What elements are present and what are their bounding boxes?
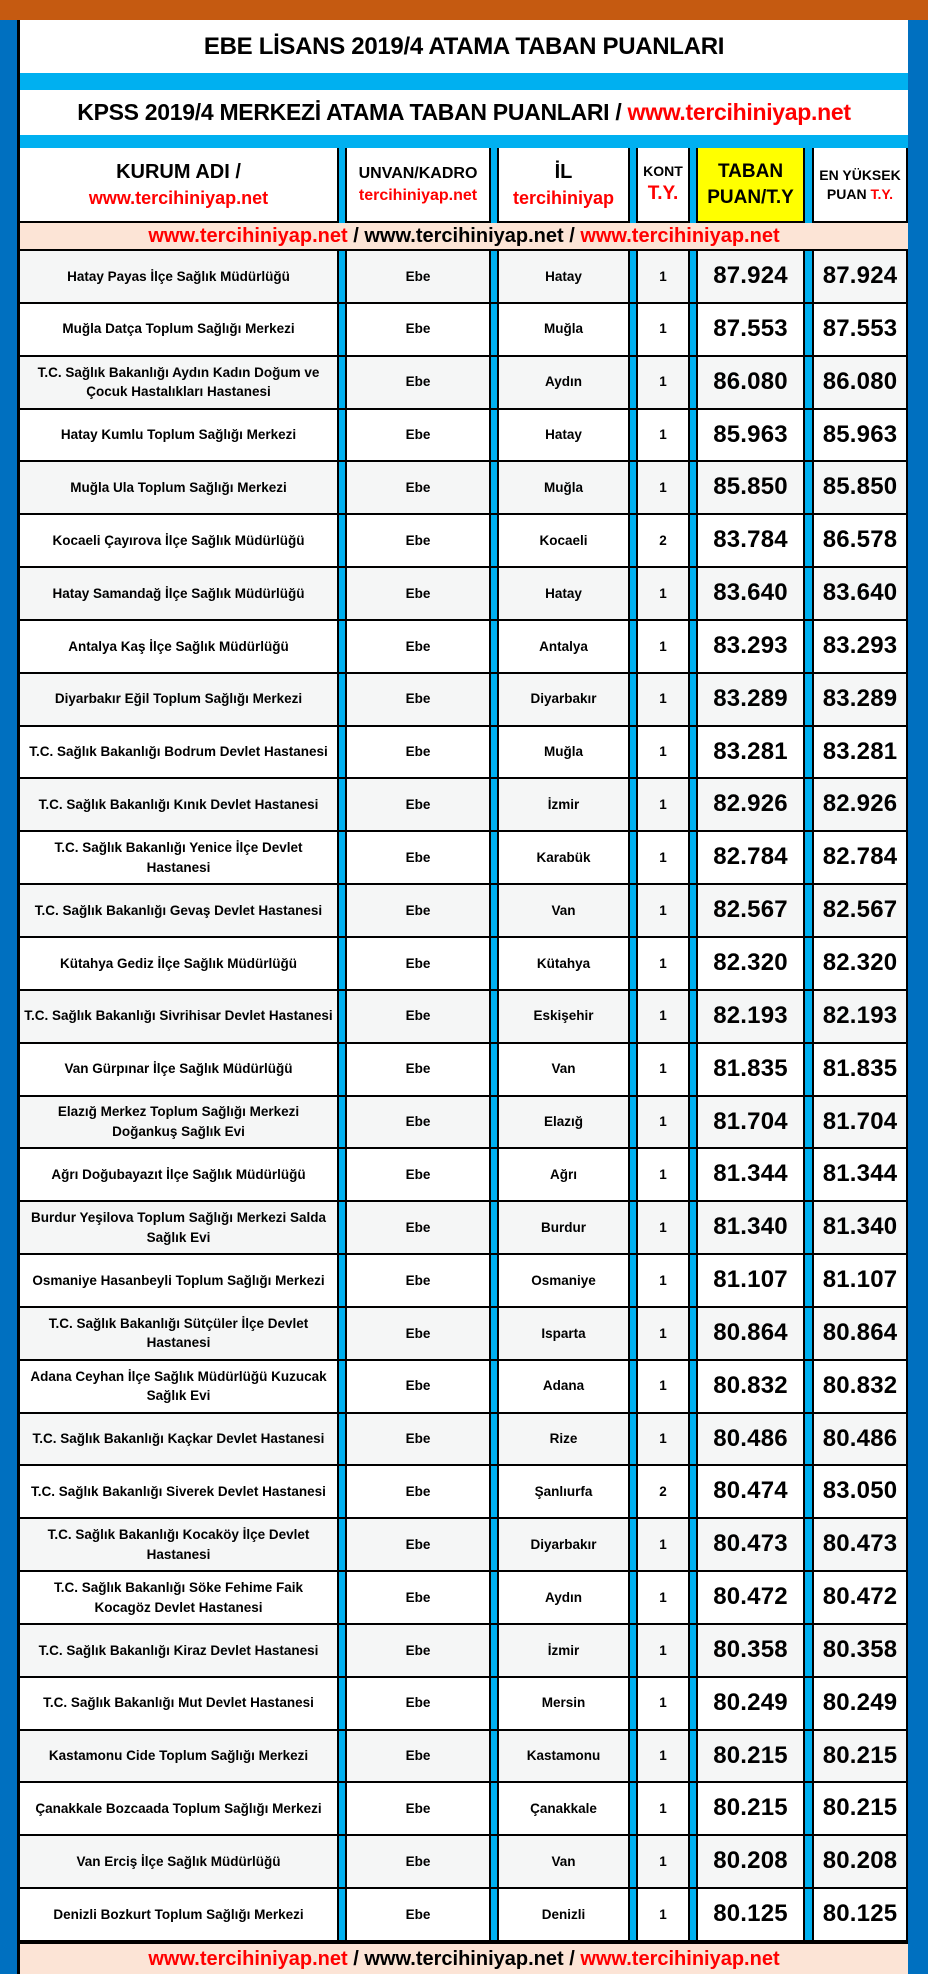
cell-taban-puan: 85.963	[696, 410, 805, 461]
cell-kurum-adi: T.C. Sağlık Bakanlığı Siverek Devlet Hastanesi	[20, 1466, 339, 1517]
cell-taban-puan: 81.107	[696, 1255, 805, 1306]
cell-kurum-adi: T.C. Sağlık Bakanlığı Kınık Devlet Hastanesi	[20, 779, 339, 830]
cell-en-yuksek-puan: 82.567	[812, 885, 908, 936]
cell-kurum-adi: Burdur Yeşilova Toplum Sağlığı Merkezi Salda Sağlık Evi	[20, 1202, 339, 1253]
cell-en-yuksek-puan: 81.835	[812, 1044, 908, 1095]
cell-kontenjan: 1	[636, 1625, 690, 1676]
cell-unvan: Ebe	[345, 832, 491, 883]
cell-unvan: Ebe	[345, 1678, 491, 1729]
table-row	[20, 832, 908, 885]
top-accent-bar	[0, 0, 928, 20]
cell-il: Hatay	[497, 410, 630, 461]
cell-kontenjan: 1	[636, 1783, 690, 1834]
cell-unvan: Ebe	[345, 991, 491, 1042]
banner-separator: /	[347, 224, 365, 247]
cell-kurum-adi: T.C. Sağlık Bakanlığı Gevaş Devlet Hastanesi	[20, 885, 339, 936]
header-label: İL	[554, 160, 573, 183]
page-title: EBE LİSANS 2019/4 ATAMA TABAN PUANLARI	[20, 20, 908, 73]
table-row	[20, 410, 908, 463]
cell-taban-puan: 80.215	[696, 1731, 805, 1782]
table-row	[20, 885, 908, 938]
cell-unvan: Ebe	[345, 1731, 491, 1782]
table-header	[20, 148, 908, 223]
table-row	[20, 1149, 908, 1202]
cell-en-yuksek-puan: 86.080	[812, 357, 908, 408]
cell-kurum-adi: T.C. Sağlık Bakanlığı Mut Devlet Hastanesi	[20, 1678, 339, 1729]
cell-unvan: Ebe	[345, 1255, 491, 1306]
cell-unvan: Ebe	[345, 1889, 491, 1940]
banner-link[interactable]: www.tercihiniyap.net	[580, 224, 780, 247]
cell-taban-puan: 80.215	[696, 1783, 805, 1834]
cell-unvan: Ebe	[345, 779, 491, 830]
cell-il: Van	[497, 885, 630, 936]
cell-kontenjan: 1	[636, 1572, 690, 1623]
table-row	[20, 621, 908, 674]
cell-unvan: Ebe	[345, 1836, 491, 1887]
cell-taban-puan: 82.784	[696, 832, 805, 883]
cell-en-yuksek-puan: 80.215	[812, 1783, 908, 1834]
cell-kurum-adi: Ağrı Doğubayazıt İlçe Sağlık Müdürlüğü	[20, 1149, 339, 1200]
table-row	[20, 1202, 908, 1255]
table-row	[20, 1466, 908, 1519]
header-label: TABAN	[717, 160, 784, 182]
cell-unvan: Ebe	[345, 1466, 491, 1517]
cell-kontenjan: 1	[636, 991, 690, 1042]
cell-en-yuksek-puan: 86.578	[812, 515, 908, 566]
table-row	[20, 251, 908, 304]
cell-kurum-adi: Denizli Bozkurt Toplum Sağlığı Merkezi	[20, 1889, 339, 1940]
cell-taban-puan: 87.924	[696, 251, 805, 302]
header-sublabel-text: PUAN	[826, 185, 871, 202]
header-sublabel: PUAN/T.Y	[707, 186, 794, 208]
cell-kurum-adi: Adana Ceyhan İlçe Sağlık Müdürlüğü Kuzucak Sağlık Evi	[20, 1361, 339, 1412]
cell-il: Aydın	[497, 1572, 630, 1623]
cell-en-yuksek-puan: 81.704	[812, 1097, 908, 1148]
cell-en-yuksek-puan: 80.864	[812, 1308, 908, 1359]
cell-il: Hatay	[497, 568, 630, 619]
cell-kurum-adi: Hatay Samandağ İlçe Sağlık Müdürlüğü	[20, 568, 339, 619]
header-label: KURUM ADI /	[116, 160, 241, 183]
cell-unvan: Ebe	[345, 515, 491, 566]
cell-kurum-adi: T.C. Sağlık Bakanlığı Sivrihisar Devlet Hastanesi	[20, 991, 339, 1042]
cell-taban-puan: 80.125	[696, 1889, 805, 1940]
cell-taban-puan: 82.567	[696, 885, 805, 936]
table-row	[20, 1625, 908, 1678]
cell-il: Muğla	[497, 727, 630, 778]
cell-kurum-adi: T.C. Sağlık Bakanlığı Söke Fehime Faik Kocagöz Devlet Hastanesi	[20, 1572, 339, 1623]
banner-link[interactable]: www.tercihiniyap.net	[364, 1947, 564, 1970]
banner-separator: /	[563, 224, 581, 247]
table-row	[20, 1731, 908, 1784]
column-header-unvan	[345, 148, 491, 223]
column-header-en-yuksek	[812, 148, 908, 223]
cell-kurum-adi: Van Gürpınar İlçe Sağlık Müdürlüğü	[20, 1044, 339, 1095]
cell-il: Ağrı	[497, 1149, 630, 1200]
cell-en-yuksek-puan: 80.215	[812, 1731, 908, 1782]
cell-taban-puan: 82.320	[696, 938, 805, 989]
cell-kurum-adi: Antalya Kaş İlçe Sağlık Müdürlüğü	[20, 621, 339, 672]
cell-taban-puan: 86.080	[696, 357, 805, 408]
cell-taban-puan: 83.784	[696, 515, 805, 566]
header-sublabel	[827, 185, 893, 204]
score-sheet	[17, 20, 908, 1974]
cell-en-yuksek-puan: 87.553	[812, 304, 908, 355]
cell-kontenjan: 1	[636, 1519, 690, 1570]
table-row	[20, 1414, 908, 1467]
watermark-banner-bottom	[20, 1942, 908, 1974]
cell-taban-puan: 81.704	[696, 1097, 805, 1148]
cell-taban-puan: 80.249	[696, 1678, 805, 1729]
cell-kurum-adi: T.C. Sağlık Bakanlığı Bodrum Devlet Hastanesi	[20, 727, 339, 778]
cell-taban-puan: 82.193	[696, 991, 805, 1042]
cell-il: Isparta	[497, 1308, 630, 1359]
banner-link[interactable]: www.tercihiniyap.net	[148, 1947, 348, 1970]
cell-unvan: Ebe	[345, 1097, 491, 1148]
cell-il: Çanakkale	[497, 1783, 630, 1834]
subtitle-text: KPSS 2019/4 MERKEZİ ATAMA TABAN PUANLARI /	[77, 99, 628, 125]
cell-taban-puan: 82.926	[696, 779, 805, 830]
table-row	[20, 991, 908, 1044]
cell-taban-puan: 83.281	[696, 727, 805, 778]
cell-kontenjan: 1	[636, 462, 690, 513]
cell-kurum-adi: Kocaeli Çayırova İlçe Sağlık Müdürlüğü	[20, 515, 339, 566]
cell-kontenjan: 1	[636, 832, 690, 883]
cell-en-yuksek-puan: 87.924	[812, 251, 908, 302]
cell-kontenjan: 1	[636, 1836, 690, 1887]
cell-il: Kocaeli	[497, 515, 630, 566]
table-row	[20, 1572, 908, 1625]
cell-unvan: Ebe	[345, 1783, 491, 1834]
header-label: EN YÜKSEK	[819, 166, 901, 183]
cell-taban-puan: 80.864	[696, 1308, 805, 1359]
cell-en-yuksek-puan: 83.281	[812, 727, 908, 778]
cell-unvan: Ebe	[345, 1149, 491, 1200]
header-sublabel-ty: T.Y.	[870, 185, 894, 202]
cell-il: Muğla	[497, 304, 630, 355]
cell-kontenjan: 1	[636, 1149, 690, 1200]
cell-en-yuksek-puan: 80.473	[812, 1519, 908, 1570]
cell-il: Burdur	[497, 1202, 630, 1253]
cell-kurum-adi: Kütahya Gediz İlçe Sağlık Müdürlüğü	[20, 938, 339, 989]
column-header-kurum	[20, 148, 339, 223]
cell-en-yuksek-puan: 83.050	[812, 1466, 908, 1517]
cell-en-yuksek-puan: 80.125	[812, 1889, 908, 1940]
cell-kontenjan: 1	[636, 357, 690, 408]
header-label: KONT	[643, 163, 683, 180]
cell-en-yuksek-puan: 80.208	[812, 1836, 908, 1887]
table-row	[20, 779, 908, 832]
cell-en-yuksek-puan: 82.320	[812, 938, 908, 989]
cell-il: Elazığ	[497, 1097, 630, 1148]
cell-en-yuksek-puan: 82.926	[812, 779, 908, 830]
cell-en-yuksek-puan: 82.193	[812, 991, 908, 1042]
cell-en-yuksek-puan: 80.486	[812, 1414, 908, 1465]
cell-kontenjan: 1	[636, 304, 690, 355]
cell-taban-puan: 81.344	[696, 1149, 805, 1200]
column-header-il	[497, 148, 630, 223]
table-row	[20, 938, 908, 991]
cell-taban-puan: 80.472	[696, 1572, 805, 1623]
banner-separator: /	[563, 1947, 581, 1970]
cell-unvan: Ebe	[345, 462, 491, 513]
cell-kurum-adi: T.C. Sağlık Bakanlığı Kiraz Devlet Hastanesi	[20, 1625, 339, 1676]
cell-en-yuksek-puan: 82.784	[812, 832, 908, 883]
cell-il: İzmir	[497, 779, 630, 830]
cell-kurum-adi: Muğla Datça Toplum Sağlığı Merkezi	[20, 304, 339, 355]
cell-kurum-adi: Osmaniye Hasanbeyli Toplum Sağlığı Merkezi	[20, 1255, 339, 1306]
table-row	[20, 1044, 908, 1097]
cell-taban-puan: 80.486	[696, 1414, 805, 1465]
cell-kontenjan: 1	[636, 251, 690, 302]
watermark-banner-top	[20, 223, 908, 251]
table-row	[20, 1097, 908, 1150]
cell-unvan: Ebe	[345, 357, 491, 408]
header-link: tercihiniyap.net	[358, 186, 478, 204]
table-row	[20, 568, 908, 621]
cell-kurum-adi: T.C. Sağlık Bakanlığı Yenice İlçe Devlet Hastanesi	[20, 832, 339, 883]
cell-kontenjan: 1	[636, 410, 690, 461]
cell-taban-puan: 80.208	[696, 1836, 805, 1887]
cell-il: Hatay	[497, 251, 630, 302]
table-row	[20, 1361, 908, 1414]
cell-kontenjan: 1	[636, 885, 690, 936]
cell-taban-puan: 85.850	[696, 462, 805, 513]
cell-il: Diyarbakır	[497, 674, 630, 725]
cell-en-yuksek-puan: 81.340	[812, 1202, 908, 1253]
cell-kurum-adi: Diyarbakır Eğil Toplum Sağlığı Merkezi	[20, 674, 339, 725]
cell-unvan: Ebe	[345, 1361, 491, 1412]
cell-il: Kütahya	[497, 938, 630, 989]
cell-en-yuksek-puan: 83.640	[812, 568, 908, 619]
cell-unvan: Ebe	[345, 1519, 491, 1570]
cell-kurum-adi: Kastamonu Cide Toplum Sağlığı Merkezi	[20, 1731, 339, 1782]
cell-kontenjan: 1	[636, 1202, 690, 1253]
cell-kontenjan: 1	[636, 1044, 690, 1095]
cell-unvan: Ebe	[345, 1414, 491, 1465]
cell-kurum-adi: T.C. Sağlık Bakanlığı Kaçkar Devlet Hastanesi	[20, 1414, 339, 1465]
cell-kontenjan: 1	[636, 1361, 690, 1412]
cell-unvan: Ebe	[345, 251, 491, 302]
cell-taban-puan: 83.293	[696, 621, 805, 672]
cell-unvan: Ebe	[345, 674, 491, 725]
cell-unvan: Ebe	[345, 885, 491, 936]
table-row	[20, 1889, 908, 1942]
cell-en-yuksek-puan: 83.293	[812, 621, 908, 672]
cell-il: Adana	[497, 1361, 630, 1412]
cell-kontenjan: 1	[636, 727, 690, 778]
cell-il: Şanlıurfa	[497, 1466, 630, 1517]
cell-en-yuksek-puan: 80.249	[812, 1678, 908, 1729]
cell-il: Diyarbakır	[497, 1519, 630, 1570]
cell-il: Karabük	[497, 832, 630, 883]
cell-taban-puan: 80.473	[696, 1519, 805, 1570]
table-row	[20, 515, 908, 568]
cell-unvan: Ebe	[345, 304, 491, 355]
cell-il: Van	[497, 1836, 630, 1887]
table-row	[20, 1519, 908, 1572]
table-row	[20, 304, 908, 357]
cell-kontenjan: 1	[636, 779, 690, 830]
header-link[interactable]: www.tercihiniyap.net	[88, 187, 269, 208]
cell-en-yuksek-puan: 85.850	[812, 462, 908, 513]
cell-kurum-adi: Çanakkale Bozcaada Toplum Sağlığı Merkezi	[20, 1783, 339, 1834]
cell-en-yuksek-puan: 85.963	[812, 410, 908, 461]
table-row	[20, 1255, 908, 1308]
cell-unvan: Ebe	[345, 568, 491, 619]
cell-taban-puan: 80.358	[696, 1625, 805, 1676]
table-row	[20, 1308, 908, 1361]
cell-kontenjan: 1	[636, 1308, 690, 1359]
cell-il: Antalya	[497, 621, 630, 672]
cell-il: Aydın	[497, 357, 630, 408]
cell-unvan: Ebe	[345, 410, 491, 461]
cell-unvan: Ebe	[345, 1625, 491, 1676]
table-row	[20, 1783, 908, 1836]
cell-kurum-adi: Elazığ Merkez Toplum Sağlığı Merkezi Doğankuş Sağlık Evi	[20, 1097, 339, 1148]
cell-en-yuksek-puan: 80.358	[812, 1625, 908, 1676]
cell-taban-puan: 83.289	[696, 674, 805, 725]
banner-link[interactable]: www.tercihiniyap.net	[364, 224, 564, 247]
cell-unvan: Ebe	[345, 1308, 491, 1359]
table-row	[20, 727, 908, 780]
cell-unvan: Ebe	[345, 1572, 491, 1623]
cell-kontenjan: 1	[636, 621, 690, 672]
cell-taban-puan: 83.640	[696, 568, 805, 619]
cell-il: Rize	[497, 1414, 630, 1465]
cell-taban-puan: 80.474	[696, 1466, 805, 1517]
cell-taban-puan: 81.340	[696, 1202, 805, 1253]
right-frame-border	[908, 20, 928, 1974]
cell-il: Mersin	[497, 1678, 630, 1729]
cell-kurum-adi: Van Erciş İlçe Sağlık Müdürlüğü	[20, 1836, 339, 1887]
left-frame-border	[0, 20, 17, 1974]
cell-kurum-adi: Hatay Kumlu Toplum Sağlığı Merkezi	[20, 410, 339, 461]
banner-separator: /	[347, 1947, 365, 1970]
cell-il: Van	[497, 1044, 630, 1095]
cell-il: Eskişehir	[497, 991, 630, 1042]
cell-en-yuksek-puan: 81.107	[812, 1255, 908, 1306]
cell-taban-puan: 81.835	[696, 1044, 805, 1095]
table-row	[20, 1678, 908, 1731]
cell-il: Muğla	[497, 462, 630, 513]
cell-kontenjan: 1	[636, 568, 690, 619]
table-row	[20, 462, 908, 515]
cell-unvan: Ebe	[345, 727, 491, 778]
cell-kontenjan: 1	[636, 1678, 690, 1729]
cell-unvan: Ebe	[345, 621, 491, 672]
table-body	[20, 251, 908, 1942]
cell-unvan: Ebe	[345, 938, 491, 989]
cell-en-yuksek-puan: 80.832	[812, 1361, 908, 1412]
cell-il: Denizli	[497, 1889, 630, 1940]
cell-en-yuksek-puan: 83.289	[812, 674, 908, 725]
page-subtitle	[20, 90, 908, 135]
cell-en-yuksek-puan: 81.344	[812, 1149, 908, 1200]
cell-kontenjan: 1	[636, 938, 690, 989]
banner-link[interactable]: www.tercihiniyap.net	[148, 224, 348, 247]
cell-kontenjan: 2	[636, 1466, 690, 1517]
cell-kontenjan: 2	[636, 515, 690, 566]
table-row	[20, 357, 908, 410]
cell-unvan: Ebe	[345, 1202, 491, 1253]
header-sublabel: T.Y.	[647, 183, 679, 205]
cell-taban-puan: 87.553	[696, 304, 805, 355]
cell-kurum-adi: T.C. Sağlık Bakanlığı Aydın Kadın Doğum ve Çocuk Hastalıkları Hastanesi	[20, 357, 339, 408]
table-row	[20, 674, 908, 727]
cell-kontenjan: 1	[636, 1255, 690, 1306]
table-row	[20, 1836, 908, 1889]
banner-link[interactable]: www.tercihiniyap.net	[580, 1947, 780, 1970]
column-header-kont	[636, 148, 690, 223]
cell-kontenjan: 1	[636, 1889, 690, 1940]
cell-unvan: Ebe	[345, 1044, 491, 1095]
cell-kurum-adi: T.C. Sağlık Bakanlığı Sütçüler İlçe Devlet Hastanesi	[20, 1308, 339, 1359]
cell-kontenjan: 1	[636, 1414, 690, 1465]
cell-kurum-adi: T.C. Sağlık Bakanlığı Kocaköy İlçe Devlet Hastanesi	[20, 1519, 339, 1570]
cell-kurum-adi: Hatay Payas İlçe Sağlık Müdürlüğü	[20, 251, 339, 302]
subtitle-link[interactable]: www.tercihiniyap.net	[627, 99, 851, 125]
cell-en-yuksek-puan: 80.472	[812, 1572, 908, 1623]
cell-kontenjan: 1	[636, 674, 690, 725]
column-header-taban-puan	[696, 148, 805, 223]
cell-taban-puan: 80.832	[696, 1361, 805, 1412]
cell-kurum-adi: Muğla Ula Toplum Sağlığı Merkezi	[20, 462, 339, 513]
cell-il: Osmaniye	[497, 1255, 630, 1306]
header-label: UNVAN/KADRO	[358, 164, 478, 182]
cell-kontenjan: 1	[636, 1731, 690, 1782]
cell-kontenjan: 1	[636, 1097, 690, 1148]
header-link: tercihiniyap	[512, 187, 615, 208]
cell-il: İzmir	[497, 1625, 630, 1676]
cell-il: Kastamonu	[497, 1731, 630, 1782]
